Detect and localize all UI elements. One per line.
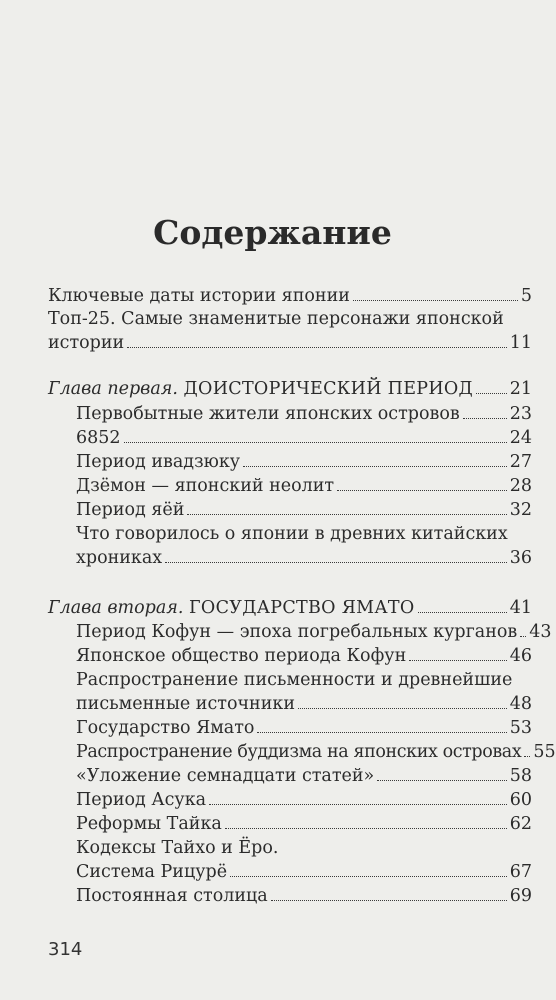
- toc-entry[interactable]: [76, 450, 532, 474]
- toc-entry-title: Распространение буддизма на японских островах: [76, 742, 522, 762]
- toc-entry-title-line1[interactable]: Топ-25. Самые знаменитые персонажи японской: [48, 309, 504, 329]
- chapter-heading[interactable]: [48, 377, 532, 401]
- chapter-label: Глава первая.: [48, 379, 178, 399]
- page-title: Содержание: [153, 213, 392, 252]
- toc-entry-page: 67: [509, 862, 532, 882]
- toc-entry[interactable]: [76, 474, 532, 498]
- toc-entry[interactable]: [76, 812, 532, 836]
- toc-entry[interactable]: [76, 644, 532, 668]
- dot-leader: [257, 732, 506, 733]
- dot-leader: [124, 442, 507, 443]
- toc-entry-page: 46: [509, 646, 532, 666]
- toc-entry-page: 36: [509, 548, 532, 568]
- toc-entry[interactable]: [76, 860, 532, 884]
- page-number: 314: [48, 939, 83, 960]
- toc-entry[interactable]: [76, 740, 556, 764]
- toc-entry-page: 27: [509, 452, 532, 472]
- toc-entry-title: Дзёмон — японский неолит: [76, 476, 335, 496]
- toc-entry[interactable]: [76, 884, 532, 908]
- dot-leader: [476, 393, 507, 394]
- dot-leader: [127, 347, 507, 348]
- chapter-title: ДОИСТОРИЧЕСКИЙ ПЕРИОД: [183, 379, 474, 399]
- chapter-page: 41: [509, 598, 532, 618]
- dot-leader: [377, 780, 506, 781]
- dot-leader: [418, 612, 507, 613]
- toc-entry-title-line2: истории: [48, 333, 125, 353]
- dot-leader: [243, 466, 507, 467]
- dot-leader: [463, 418, 507, 419]
- dot-leader: [271, 900, 507, 901]
- toc-entry[interactable]: [76, 620, 552, 644]
- toc-entry[interactable]: [76, 546, 532, 570]
- chapter-page: 21: [509, 379, 532, 399]
- toc-entry-title: 6852: [76, 428, 121, 448]
- toc-entry-page: 32: [509, 500, 532, 520]
- toc-entry-title: Период ивадзюку: [76, 452, 241, 472]
- toc-entry-page: 55: [533, 742, 556, 762]
- toc-entry-page: 28: [509, 476, 532, 496]
- toc-entry[interactable]: [48, 284, 532, 308]
- toc-entry[interactable]: [76, 498, 532, 522]
- toc-entry-page: 24: [509, 428, 532, 448]
- toc-entry-page: 23: [509, 404, 532, 424]
- toc-entry-page: 5: [520, 286, 532, 306]
- toc-entry-page: 62: [509, 814, 532, 834]
- toc-entry-title-line2: Система Рицурё: [76, 862, 228, 882]
- toc-entry-page: 11: [509, 333, 532, 353]
- dot-leader: [187, 514, 506, 515]
- toc-entry-title: Первобытные жители японских островов: [76, 404, 460, 424]
- toc-entry-title: Государство Ямато: [76, 718, 255, 738]
- toc-entry-page: 53: [509, 718, 532, 738]
- toc-entry-page: 60: [509, 790, 532, 810]
- toc-entry[interactable]: [76, 426, 532, 450]
- dot-leader: [209, 804, 507, 805]
- dot-leader: [337, 490, 507, 491]
- toc-entry-title: Ключевые даты истории японии: [48, 286, 350, 306]
- toc-entry-title-line1[interactable]: Распространение письменности и древнейшие: [76, 670, 513, 690]
- toc-entry[interactable]: [48, 331, 532, 355]
- toc-entry-title-line2: хрониках: [76, 548, 163, 568]
- dot-leader: [165, 562, 507, 563]
- toc-entry[interactable]: [76, 764, 532, 788]
- dot-leader: [298, 708, 507, 709]
- toc-entry-title-line1[interactable]: Что говорилось о японии в древних китайских: [76, 524, 508, 544]
- toc-entry-title-line2: письменные источники: [76, 694, 295, 714]
- dot-leader: [520, 636, 526, 637]
- toc-entry-title: Реформы Тайка: [76, 814, 222, 834]
- toc-entry-title: «Уложение семнадцати статей»: [76, 766, 375, 786]
- toc-entry-title-line1[interactable]: Кодексы Тайхо и Ёро.: [76, 838, 279, 858]
- dot-leader: [409, 660, 506, 661]
- toc-entry[interactable]: [76, 788, 532, 812]
- toc-entry[interactable]: [76, 716, 532, 740]
- toc-entry-title: Период яёй: [76, 500, 185, 520]
- dot-leader: [230, 876, 507, 877]
- chapter-heading[interactable]: [48, 596, 532, 620]
- toc-entry[interactable]: [76, 402, 532, 426]
- toc-entry-title: Период Асука: [76, 790, 207, 810]
- toc-entry-title: Период Кофун — эпоха погребальных курганов: [76, 622, 518, 642]
- toc-entry-title: Японское общество периода Кофун: [76, 646, 407, 666]
- chapter-label: Глава вторая.: [48, 598, 184, 618]
- toc-entry[interactable]: [76, 692, 532, 716]
- toc-entry-page: 69: [509, 886, 532, 906]
- toc-entry-page: 48: [509, 694, 532, 714]
- dot-leader: [353, 300, 518, 301]
- toc-entry-page: 43: [529, 622, 552, 642]
- dot-leader: [225, 828, 507, 829]
- dot-leader: [524, 756, 530, 757]
- toc-entry-title: Постоянная столица: [76, 886, 268, 906]
- chapter-title: ГОСУДАРСТВО ЯМАТО: [189, 598, 415, 618]
- toc-entry-page: 58: [509, 766, 532, 786]
